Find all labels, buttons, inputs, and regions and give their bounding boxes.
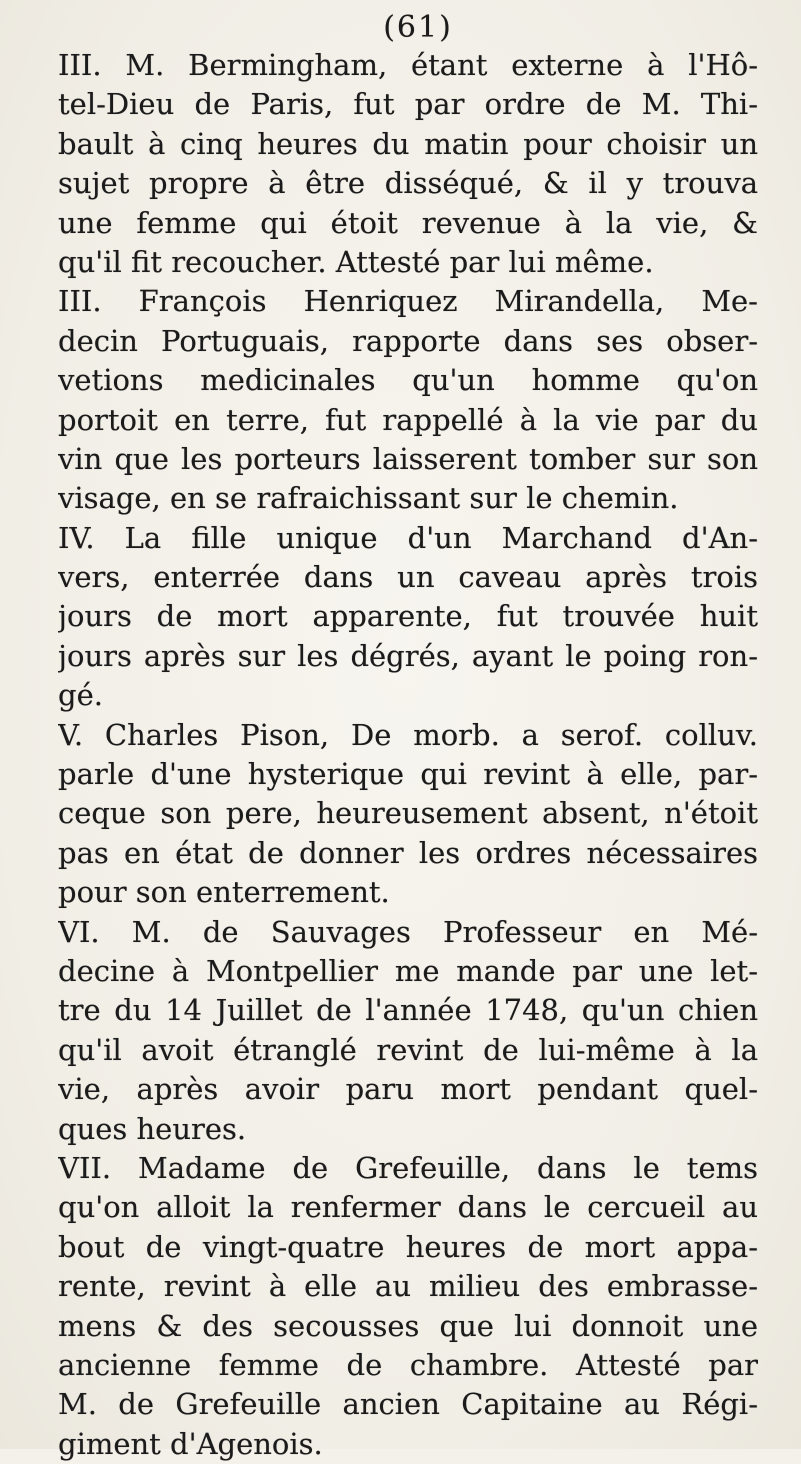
text-line: ques heures. bbox=[58, 1111, 247, 1146]
text-line: V. Charles Pison, De morb. a serof. colluv. bbox=[58, 717, 758, 752]
text-line: III. M. Bermingham, étant externe à l'Hô- bbox=[58, 48, 758, 82]
text-line: IV. La fille unique d'un Marchand d'An- bbox=[58, 520, 758, 555]
text-line: decine à Montpellier me mande par une let- bbox=[58, 953, 758, 988]
text-line: bout de vingt-quatre heures de mort appa- bbox=[58, 1229, 758, 1264]
text-line: ceque son pere, heureusement absent, n'étoit bbox=[58, 796, 758, 831]
text-line: jours après sur les dégrés, ayant le poing ron- bbox=[58, 638, 758, 673]
text-line: VI. M. de Sauvages Professeur en Mé- bbox=[58, 914, 758, 949]
text-line: pas en état de donner les ordres nécessaires bbox=[58, 835, 758, 870]
text-line: III. François Henriquez Mirandella, Me- bbox=[58, 284, 758, 319]
text-line: sujet propre à être disséqué, & il y trouva bbox=[58, 166, 758, 201]
text-line: VII. Madame de Grefeuille, dans le tems bbox=[58, 1150, 758, 1185]
page-number: (61) bbox=[383, 10, 453, 45]
text-line: une femme qui étoit revenue à la vie, & bbox=[58, 205, 758, 240]
text-line: vie, après avoir paru mort pendant quel- bbox=[58, 1072, 758, 1107]
text-line: M. de Grefeuille ancien Capitaine au Régi- bbox=[58, 1387, 758, 1422]
text-line: decin Portuguais, rapporte dans ses obser- bbox=[58, 323, 758, 358]
text-line: jours de mort apparente, fut trouvée huit bbox=[58, 599, 758, 634]
text-line: rente, revint à elle au milieu des embrasse- bbox=[58, 1269, 758, 1304]
text-line: bault à cinq heures du matin pour choisir un bbox=[58, 126, 758, 161]
text-line: pour son enterrement. bbox=[58, 875, 390, 910]
text-line: vetions medicinales qu'un homme qu'on bbox=[58, 363, 758, 398]
text-line: vin que les porteurs laisserent tomber sur son bbox=[58, 441, 758, 476]
text-line: vers, enterrée dans un caveau après trois bbox=[58, 560, 758, 595]
text-line: mens & des secousses que lui donnoit une bbox=[58, 1308, 758, 1343]
text-line: qu'on alloit la renfermer dans le cercueil au bbox=[58, 1190, 758, 1225]
text-line: ancienne femme de chambre. Attesté par bbox=[58, 1347, 758, 1382]
text-line: tre du 14 Juillet de l'année 1748, qu'un chien bbox=[58, 993, 758, 1028]
text-line: portoit en terre, fut rappellé à la vie par du bbox=[58, 402, 758, 437]
text-line: giment d'Agenois. bbox=[58, 1426, 323, 1461]
text-line: qu'il avoit étranglé revint de lui-même à la bbox=[58, 1032, 758, 1067]
text-line: tel-Dieu de Paris, fut par ordre de M. Thi- bbox=[58, 87, 758, 122]
page-text bbox=[58, 10, 758, 1464]
text-line: qu'il fit recoucher. Attesté par lui même. bbox=[58, 244, 654, 279]
text-line: visage, en se rafraichissant sur le chemin. bbox=[58, 481, 679, 516]
text-line: gé. bbox=[58, 678, 103, 713]
text-line: parle d'une hysterique qui revint à elle, par- bbox=[58, 757, 758, 792]
